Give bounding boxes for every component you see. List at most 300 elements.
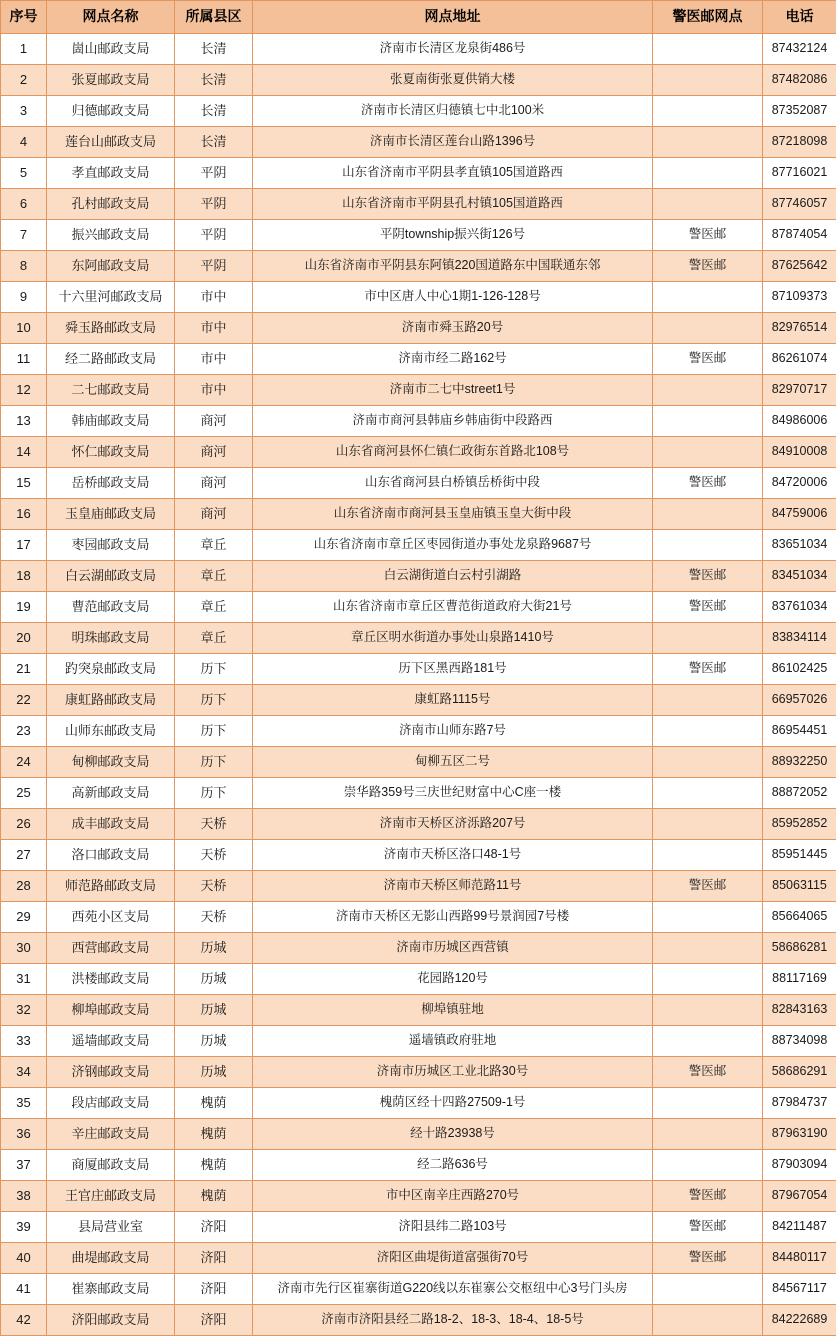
table-row (1, 1274, 836, 1305)
cell-branch-name: 西苑小区支局 (47, 902, 175, 933)
cell-phone: 86954451 (763, 716, 836, 747)
table-row (1, 1026, 836, 1057)
cell-address: 济南市长清区莲台山路1396号 (253, 127, 653, 158)
cell-branch-name: 段店邮政支局 (47, 1088, 175, 1119)
cell-phone: 87967054 (763, 1181, 836, 1212)
cell-police-post (653, 189, 763, 220)
table-row (1, 34, 836, 65)
cell-branch-name: 张夏邮政支局 (47, 65, 175, 96)
cell-phone: 84720006 (763, 468, 836, 499)
cell-police-post: 警医邮 (653, 592, 763, 623)
cell-seq: 4 (1, 127, 47, 158)
cell-address: 张夏南街张夏供销大楼 (253, 65, 653, 96)
cell-police-post (653, 282, 763, 313)
cell-phone: 88932250 (763, 747, 836, 778)
cell-police-post (653, 1119, 763, 1150)
cell-county: 章丘 (175, 561, 253, 592)
cell-county: 市中 (175, 313, 253, 344)
cell-police-post: 警医邮 (653, 1057, 763, 1088)
cell-county: 市中 (175, 282, 253, 313)
cell-police-post: 警医邮 (653, 654, 763, 685)
cell-seq: 36 (1, 1119, 47, 1150)
column-header-seq: 序号 (1, 1, 47, 34)
table-body (1, 34, 836, 1336)
cell-phone: 83451034 (763, 561, 836, 592)
cell-police-post: 警医邮 (653, 1212, 763, 1243)
cell-branch-name: 遥墙邮政支局 (47, 1026, 175, 1057)
cell-address: 济南市经二路162号 (253, 344, 653, 375)
table-row (1, 344, 836, 375)
cell-phone: 84759006 (763, 499, 836, 530)
cell-county: 历下 (175, 747, 253, 778)
cell-seq: 23 (1, 716, 47, 747)
table-row (1, 1212, 836, 1243)
cell-address: 经二路636号 (253, 1150, 653, 1181)
cell-address: 山东省济南市章丘区枣园街道办事处龙泉路9687号 (253, 530, 653, 561)
table-row (1, 1181, 836, 1212)
cell-phone: 58686281 (763, 933, 836, 964)
cell-phone: 87352087 (763, 96, 836, 127)
cell-county: 历下 (175, 654, 253, 685)
cell-county: 商河 (175, 499, 253, 530)
cell-branch-name: 崔寨邮政支局 (47, 1274, 175, 1305)
cell-branch-name: 孔村邮政支局 (47, 189, 175, 220)
cell-police-post (653, 685, 763, 716)
cell-branch-name: 振兴邮政支局 (47, 220, 175, 251)
cell-seq: 20 (1, 623, 47, 654)
table-row (1, 189, 836, 220)
table-row (1, 1150, 836, 1181)
cell-phone: 85063115 (763, 871, 836, 902)
cell-county: 天桥 (175, 809, 253, 840)
cell-address: 柳埠镇驻地 (253, 995, 653, 1026)
cell-phone: 82976514 (763, 313, 836, 344)
cell-branch-name: 二七邮政支局 (47, 375, 175, 406)
cell-seq: 42 (1, 1305, 47, 1336)
cell-seq: 18 (1, 561, 47, 592)
cell-phone: 84222689 (763, 1305, 836, 1336)
cell-police-post (653, 437, 763, 468)
cell-police-post: 警医邮 (653, 251, 763, 282)
table-row (1, 1305, 836, 1336)
cell-police-post (653, 1088, 763, 1119)
cell-seq: 33 (1, 1026, 47, 1057)
cell-branch-name: 柳埠邮政支局 (47, 995, 175, 1026)
cell-seq: 25 (1, 778, 47, 809)
table-row (1, 747, 836, 778)
cell-seq: 29 (1, 902, 47, 933)
cell-seq: 1 (1, 34, 47, 65)
cell-branch-name: 经二路邮政支局 (47, 344, 175, 375)
cell-branch-name: 趵突泉邮政支局 (47, 654, 175, 685)
cell-police-post (653, 499, 763, 530)
cell-county: 天桥 (175, 902, 253, 933)
cell-address: 济南市天桥区济泺路207号 (253, 809, 653, 840)
cell-branch-name: 枣园邮政支局 (47, 530, 175, 561)
cell-seq: 17 (1, 530, 47, 561)
cell-seq: 31 (1, 964, 47, 995)
cell-police-post (653, 127, 763, 158)
cell-address: 济南市济阳县经二路18-2、18-3、18-4、18-5号 (253, 1305, 653, 1336)
cell-address: 甸柳五区二号 (253, 747, 653, 778)
table-row (1, 313, 836, 344)
cell-address: 济南市长清区龙泉街486号 (253, 34, 653, 65)
cell-seq: 22 (1, 685, 47, 716)
cell-county: 章丘 (175, 530, 253, 561)
cell-address: 市中区唐人中心1期1-126-128号 (253, 282, 653, 313)
cell-county: 历下 (175, 778, 253, 809)
cell-branch-name: 高新邮政支局 (47, 778, 175, 809)
cell-police-post (653, 933, 763, 964)
cell-police-post: 警医邮 (653, 1243, 763, 1274)
cell-address: 山东省济南市平阴县东阿镇220国道路东中国联通东邻 (253, 251, 653, 282)
cell-county: 济阳 (175, 1212, 253, 1243)
cell-police-post (653, 65, 763, 96)
cell-branch-name: 白云湖邮政支局 (47, 561, 175, 592)
column-header-address: 网点地址 (253, 1, 653, 34)
table-row (1, 1088, 836, 1119)
cell-seq: 13 (1, 406, 47, 437)
cell-police-post (653, 1274, 763, 1305)
cell-police-post (653, 96, 763, 127)
cell-address: 山东省济南市章丘区曹范街道政府大街21号 (253, 592, 653, 623)
cell-phone: 87874054 (763, 220, 836, 251)
cell-address: 济南市先行区崔寨街道G220线以东崔寨公交枢纽中心3号门头房 (253, 1274, 653, 1305)
cell-seq: 3 (1, 96, 47, 127)
cell-police-post (653, 375, 763, 406)
cell-branch-name: 归德邮政支局 (47, 96, 175, 127)
cell-seq: 11 (1, 344, 47, 375)
cell-police-post (653, 34, 763, 65)
table-row (1, 437, 836, 468)
cell-police-post (653, 406, 763, 437)
table-row (1, 127, 836, 158)
cell-phone: 87903094 (763, 1150, 836, 1181)
cell-phone: 87218098 (763, 127, 836, 158)
cell-branch-name: 康虹路邮政支局 (47, 685, 175, 716)
table-row (1, 840, 836, 871)
cell-branch-name: 东阿邮政支局 (47, 251, 175, 282)
cell-seq: 5 (1, 158, 47, 189)
cell-county: 平阴 (175, 189, 253, 220)
cell-police-post (653, 809, 763, 840)
cell-branch-name: 孝直邮政支局 (47, 158, 175, 189)
cell-branch-name: 成丰邮政支局 (47, 809, 175, 840)
cell-phone: 84211487 (763, 1212, 836, 1243)
table-row (1, 406, 836, 437)
cell-address: 花园路120号 (253, 964, 653, 995)
cell-address: 历下区黑西路181号 (253, 654, 653, 685)
cell-address: 平阴township振兴街126号 (253, 220, 653, 251)
cell-phone: 83651034 (763, 530, 836, 561)
cell-county: 平阴 (175, 158, 253, 189)
cell-branch-name: 甸柳邮政支局 (47, 747, 175, 778)
table-row (1, 561, 836, 592)
cell-phone: 82970717 (763, 375, 836, 406)
cell-phone: 87109373 (763, 282, 836, 313)
cell-seq: 19 (1, 592, 47, 623)
cell-address: 崇华路359号三庆世纪财富中心C座一楼 (253, 778, 653, 809)
cell-seq: 2 (1, 65, 47, 96)
cell-branch-name: 曲堤邮政支局 (47, 1243, 175, 1274)
cell-seq: 21 (1, 654, 47, 685)
cell-police-post (653, 623, 763, 654)
cell-seq: 14 (1, 437, 47, 468)
cell-branch-name: 曹范邮政支局 (47, 592, 175, 623)
table-row (1, 251, 836, 282)
cell-phone: 82843163 (763, 995, 836, 1026)
cell-phone: 84567117 (763, 1274, 836, 1305)
column-header-phone: 电话 (763, 1, 836, 34)
cell-county: 槐荫 (175, 1119, 253, 1150)
cell-phone: 58686291 (763, 1057, 836, 1088)
cell-seq: 27 (1, 840, 47, 871)
cell-phone: 85951445 (763, 840, 836, 871)
cell-address: 济南市历城区西营镇 (253, 933, 653, 964)
cell-branch-name: 崮山邮政支局 (47, 34, 175, 65)
table-row (1, 282, 836, 313)
cell-seq: 7 (1, 220, 47, 251)
cell-county: 济阳 (175, 1305, 253, 1336)
cell-county: 历城 (175, 933, 253, 964)
cell-phone: 84910008 (763, 437, 836, 468)
table-row (1, 995, 836, 1026)
cell-address: 济南市长清区归德镇七中北100米 (253, 96, 653, 127)
cell-county: 历城 (175, 1026, 253, 1057)
cell-county: 历城 (175, 995, 253, 1026)
table-row (1, 902, 836, 933)
cell-county: 济阳 (175, 1243, 253, 1274)
cell-county: 长清 (175, 65, 253, 96)
cell-phone: 66957026 (763, 685, 836, 716)
cell-county: 天桥 (175, 871, 253, 902)
cell-county: 平阴 (175, 220, 253, 251)
table-row (1, 1057, 836, 1088)
cell-seq: 35 (1, 1088, 47, 1119)
cell-seq: 24 (1, 747, 47, 778)
table-row (1, 654, 836, 685)
cell-county: 槐荫 (175, 1181, 253, 1212)
column-header-police-post: 警医邮网点 (653, 1, 763, 34)
cell-branch-name: 王官庄邮政支局 (47, 1181, 175, 1212)
cell-address: 济南市山师东路7号 (253, 716, 653, 747)
cell-seq: 40 (1, 1243, 47, 1274)
cell-address: 经十路23938号 (253, 1119, 653, 1150)
table-row (1, 1243, 836, 1274)
cell-branch-name: 洛口邮政支局 (47, 840, 175, 871)
cell-police-post (653, 778, 763, 809)
cell-address: 山东省济南市平阴县孝直镇105国道路西 (253, 158, 653, 189)
cell-seq: 34 (1, 1057, 47, 1088)
cell-county: 商河 (175, 468, 253, 499)
cell-county: 长清 (175, 127, 253, 158)
cell-address: 康虹路1115号 (253, 685, 653, 716)
cell-county: 济阳 (175, 1274, 253, 1305)
cell-phone: 83761034 (763, 592, 836, 623)
table-row (1, 1119, 836, 1150)
cell-police-post (653, 313, 763, 344)
cell-county: 历城 (175, 964, 253, 995)
cell-phone: 87482086 (763, 65, 836, 96)
cell-branch-name: 济阳邮政支局 (47, 1305, 175, 1336)
table-row (1, 871, 836, 902)
cell-address: 济南市历城区工业北路30号 (253, 1057, 653, 1088)
table-row (1, 933, 836, 964)
cell-seq: 26 (1, 809, 47, 840)
cell-branch-name: 山师东邮政支局 (47, 716, 175, 747)
cell-police-post (653, 530, 763, 561)
column-header-branch-name: 网点名称 (47, 1, 175, 34)
cell-branch-name: 十六里河邮政支局 (47, 282, 175, 313)
cell-phone: 85952852 (763, 809, 836, 840)
cell-branch-name: 商厦邮政支局 (47, 1150, 175, 1181)
cell-branch-name: 辛庄邮政支局 (47, 1119, 175, 1150)
cell-address: 济阳区曲堤街道富强街70号 (253, 1243, 653, 1274)
cell-phone: 87432124 (763, 34, 836, 65)
cell-address: 白云湖街道白云村引湖路 (253, 561, 653, 592)
cell-address: 山东省商河县怀仁镇仁政街东首路北108号 (253, 437, 653, 468)
table-row (1, 499, 836, 530)
cell-county: 历下 (175, 685, 253, 716)
table-header-row (1, 1, 836, 34)
cell-police-post: 警医邮 (653, 344, 763, 375)
table-row (1, 809, 836, 840)
cell-address: 济南市天桥区无影山西路99号景润园7号楼 (253, 902, 653, 933)
cell-seq: 10 (1, 313, 47, 344)
table-row (1, 468, 836, 499)
table-row (1, 65, 836, 96)
cell-branch-name: 怀仁邮政支局 (47, 437, 175, 468)
cell-police-post: 警医邮 (653, 1181, 763, 1212)
cell-police-post (653, 995, 763, 1026)
table-row (1, 158, 836, 189)
table-row (1, 530, 836, 561)
cell-seq: 30 (1, 933, 47, 964)
table-row (1, 592, 836, 623)
cell-phone: 87963190 (763, 1119, 836, 1150)
cell-seq: 38 (1, 1181, 47, 1212)
cell-branch-name: 西营邮政支局 (47, 933, 175, 964)
cell-seq: 39 (1, 1212, 47, 1243)
cell-phone: 88734098 (763, 1026, 836, 1057)
cell-police-post: 警医邮 (653, 468, 763, 499)
cell-county: 历城 (175, 1057, 253, 1088)
cell-police-post (653, 158, 763, 189)
cell-seq: 6 (1, 189, 47, 220)
table-row (1, 220, 836, 251)
cell-address: 遥墙镇政府驻地 (253, 1026, 653, 1057)
cell-branch-name: 岳桥邮政支局 (47, 468, 175, 499)
cell-county: 长清 (175, 96, 253, 127)
cell-police-post (653, 716, 763, 747)
cell-seq: 32 (1, 995, 47, 1026)
cell-police-post: 警医邮 (653, 561, 763, 592)
cell-phone: 85664065 (763, 902, 836, 933)
table-row (1, 623, 836, 654)
cell-police-post: 警医邮 (653, 220, 763, 251)
cell-county: 章丘 (175, 623, 253, 654)
cell-police-post (653, 747, 763, 778)
cell-address: 槐荫区经十四路27509-1号 (253, 1088, 653, 1119)
cell-county: 章丘 (175, 592, 253, 623)
cell-county: 槐荫 (175, 1088, 253, 1119)
cell-branch-name: 舜玉路邮政支局 (47, 313, 175, 344)
table-row (1, 375, 836, 406)
cell-address: 济阳县纬二路103号 (253, 1212, 653, 1243)
cell-phone: 83834114 (763, 623, 836, 654)
cell-police-post (653, 902, 763, 933)
cell-phone: 84480117 (763, 1243, 836, 1274)
cell-police-post (653, 1305, 763, 1336)
cell-phone: 87746057 (763, 189, 836, 220)
cell-police-post (653, 1026, 763, 1057)
table-row (1, 964, 836, 995)
cell-police-post (653, 840, 763, 871)
cell-address: 山东省商河县白桥镇岳桥街中段 (253, 468, 653, 499)
cell-phone: 87625642 (763, 251, 836, 282)
table-row (1, 778, 836, 809)
table-row (1, 685, 836, 716)
cell-branch-name: 韩庙邮政支局 (47, 406, 175, 437)
table-row (1, 716, 836, 747)
cell-phone: 86261074 (763, 344, 836, 375)
cell-phone: 86102425 (763, 654, 836, 685)
cell-address: 济南市天桥区师范路11号 (253, 871, 653, 902)
cell-phone: 84986006 (763, 406, 836, 437)
cell-seq: 8 (1, 251, 47, 282)
cell-phone: 87984737 (763, 1088, 836, 1119)
cell-seq: 15 (1, 468, 47, 499)
cell-address: 市中区南辛庄西路270号 (253, 1181, 653, 1212)
cell-seq: 9 (1, 282, 47, 313)
cell-county: 槐荫 (175, 1150, 253, 1181)
cell-county: 市中 (175, 375, 253, 406)
cell-seq: 12 (1, 375, 47, 406)
cell-seq: 28 (1, 871, 47, 902)
cell-address: 山东省济南市商河县玉皇庙镇玉皇大街中段 (253, 499, 653, 530)
cell-county: 市中 (175, 344, 253, 375)
cell-branch-name: 济钢邮政支局 (47, 1057, 175, 1088)
cell-county: 天桥 (175, 840, 253, 871)
cell-branch-name: 县局营业室 (47, 1212, 175, 1243)
cell-address: 济南市二七中street1号 (253, 375, 653, 406)
cell-county: 长清 (175, 34, 253, 65)
cell-seq: 41 (1, 1274, 47, 1305)
cell-phone: 87716021 (763, 158, 836, 189)
cell-county: 平阴 (175, 251, 253, 282)
cell-branch-name: 玉皇庙邮政支局 (47, 499, 175, 530)
cell-branch-name: 洪楼邮政支局 (47, 964, 175, 995)
cell-seq: 16 (1, 499, 47, 530)
cell-police-post (653, 1150, 763, 1181)
table-row (1, 96, 836, 127)
cell-address: 济南市舜玉路20号 (253, 313, 653, 344)
cell-branch-name: 师范路邮政支局 (47, 871, 175, 902)
cell-phone: 88872052 (763, 778, 836, 809)
cell-address: 济南市商河县韩庙乡韩庙街中段路西 (253, 406, 653, 437)
cell-address: 章丘区明水街道办事处山泉路1410号 (253, 623, 653, 654)
cell-address: 济南市天桥区洛口48-1号 (253, 840, 653, 871)
cell-police-post: 警医邮 (653, 871, 763, 902)
cell-branch-name: 明珠邮政支局 (47, 623, 175, 654)
cell-branch-name: 莲台山邮政支局 (47, 127, 175, 158)
cell-county: 商河 (175, 406, 253, 437)
cell-county: 商河 (175, 437, 253, 468)
cell-county: 历下 (175, 716, 253, 747)
cell-police-post (653, 964, 763, 995)
cell-seq: 37 (1, 1150, 47, 1181)
column-header-county: 所属县区 (175, 1, 253, 34)
